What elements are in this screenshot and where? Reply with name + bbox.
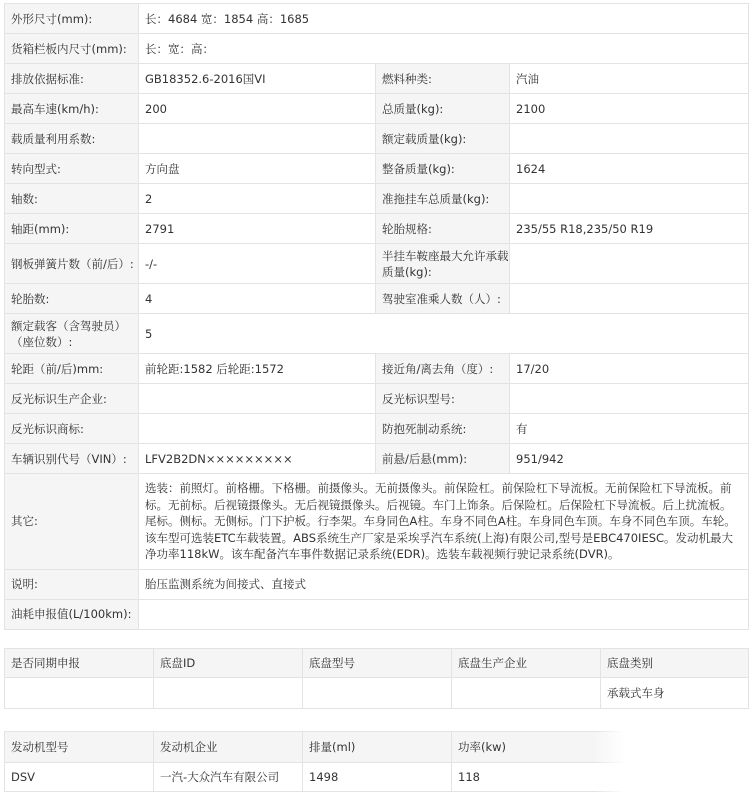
engine-header-cell: 排量(ml) — [303, 732, 452, 763]
tires-value: 4 — [139, 284, 376, 314]
total-mass-label: 总质量(kg): — [376, 94, 510, 124]
table-row — [5, 678, 749, 709]
steering-label: 转向型式: — [5, 154, 139, 184]
engine-cell: DSV — [5, 763, 154, 792]
cab-seats-value — [510, 284, 749, 314]
reflector-model-label: 反光标识型号: — [376, 384, 510, 414]
engine-cell: 1498 — [303, 763, 452, 792]
rated-load-value — [510, 124, 749, 154]
cargo-size-value: 长：宽：高： — [139, 34, 749, 64]
emission-value: GB18352.6-2016国VI — [139, 64, 376, 94]
abs-value: 有 — [510, 414, 749, 444]
outer-size-value: 长：4684 宽：1854 高：1685 — [139, 4, 749, 34]
engine-header-cell: 发动机企业 — [154, 732, 303, 763]
load-util-label: 载质量利用系数: — [5, 124, 139, 154]
max-speed-value: 200 — [139, 94, 376, 124]
track-label: 轮距（前/后)mm: — [5, 354, 139, 384]
leaf-spring-label: 钢板弹簧片数（前/后）: — [5, 244, 139, 284]
other-label: 其它: — [5, 474, 139, 570]
table-fade-overlay — [593, 731, 633, 793]
fuel-label: 燃料种类: — [376, 64, 510, 94]
chassis-header-cell: 底盘型号 — [303, 649, 452, 678]
passengers-value: 5 — [139, 314, 749, 354]
reflector-brand-value — [139, 414, 376, 444]
trailer-mass-value — [510, 184, 749, 214]
chassis-header-cell: 底盘类别 — [601, 649, 749, 678]
chassis-cell — [5, 678, 154, 709]
vehicle-spec-table — [4, 3, 749, 630]
engine-header-cell: 发动机型号 — [5, 732, 154, 763]
outer-size-label: 外形尺寸(mm): — [5, 4, 139, 34]
table-row — [5, 763, 625, 792]
engine-cell: 一汽-大众汽车有限公司 — [154, 763, 303, 792]
axles-value: 2 — [139, 184, 376, 214]
cargo-size-label: 货箱栏板内尺寸(mm): — [5, 34, 139, 64]
saddle-load-label: 半挂车鞍座最大允许承载质量(kg): — [376, 244, 510, 284]
tire-spec-label: 轮胎规格: — [376, 214, 510, 244]
engine-header-cell: 功率(kw) — [452, 732, 625, 763]
load-util-value — [139, 124, 376, 154]
overhang-label: 前悬/后悬(mm): — [376, 444, 510, 474]
trailer-mass-label: 准拖挂车总质量(kg): — [376, 184, 510, 214]
passengers-label: 额定载客（含驾驶员）（座位数）: — [5, 314, 139, 354]
chassis-table — [4, 648, 749, 709]
engine-table — [4, 731, 625, 792]
curb-mass-label: 整备质量(kg): — [376, 154, 510, 184]
fuel-value: 汽油 — [510, 64, 749, 94]
wheelbase-value: 2791 — [139, 214, 376, 244]
track-value: 前轮距:1582 后轮距:1572 — [139, 354, 376, 384]
chassis-cell — [303, 678, 452, 709]
saddle-load-value — [510, 244, 749, 284]
chassis-header-cell: 底盘生产企业 — [452, 649, 601, 678]
reflector-brand-label: 反光标识商标: — [5, 414, 139, 444]
overhang-value: 951/942 — [510, 444, 749, 474]
angle-label: 接近角/离去角（度）: — [376, 354, 510, 384]
angle-value: 17/20 — [510, 354, 749, 384]
rated-load-label: 额定载质量(kg): — [376, 124, 510, 154]
max-speed-label: 最高车速(km/h): — [5, 94, 139, 124]
note-value: 胎压监测系统为间接式、直接式 — [139, 569, 749, 599]
reflector-maker-value — [139, 384, 376, 414]
leaf-spring-value: -/- — [139, 244, 376, 284]
engine-cell: 118 — [452, 763, 625, 792]
total-mass-value: 2100 — [510, 94, 749, 124]
chassis-cell: 承载式车身 — [601, 678, 749, 709]
tires-label: 轮胎数: — [5, 284, 139, 314]
chassis-header-cell: 是否同期申报 — [5, 649, 154, 678]
fuel-consumption-value — [139, 599, 749, 629]
chassis-header-row — [5, 649, 749, 678]
chassis-cell — [154, 678, 303, 709]
fuel-consumption-label: 油耗申报值(L/100km): — [5, 599, 139, 629]
vin-value: LFV2B2DN××××××××× — [139, 444, 376, 474]
axles-label: 轴数: — [5, 184, 139, 214]
reflector-model-value — [510, 384, 749, 414]
steering-value: 方向盘 — [139, 154, 376, 184]
chassis-cell — [452, 678, 601, 709]
note-label: 说明: — [5, 569, 139, 599]
reflector-maker-label: 反光标识生产企业: — [5, 384, 139, 414]
other-value: 选装：前照灯。前格栅。下格栅。前摄像头。无前摄像头。前保险杠。前保险杠下导流板。无前保险杠下导流板。前标。无前标。后视镜摄像头。无后视镜摄像头。后视镜。车门上饰条。后保险杠。后保险杠下导流板。后上扰流板。尾标。侧标。无侧标。门下护板。行李架。车身同色A柱。车身不同色A柱。车身同色车顶。车身不同色车顶。车轮。该车型可选装ETC车载装置。ABS系统生产厂家是采埃孚汽车系统(上海)有限公司,型号是EBC470IESC。发动机最大净功率118kW。该车配备汽车事件数据记录系统(EDR)。选装车载视频行驶记录系统(DVR)。 — [139, 474, 749, 570]
wheelbase-label: 轴距(mm): — [5, 214, 139, 244]
engine-header-row — [5, 732, 625, 763]
emission-label: 排放依据标准: — [5, 64, 139, 94]
tire-spec-value: 235/55 R18,235/50 R19 — [510, 214, 749, 244]
vin-label: 车辆识别代号（VIN）: — [5, 444, 139, 474]
chassis-header-cell: 底盘ID — [154, 649, 303, 678]
abs-label: 防抱死制动系统: — [376, 414, 510, 444]
curb-mass-value: 1624 — [510, 154, 749, 184]
cab-seats-label: 驾驶室准乘人数（人）: — [376, 284, 510, 314]
